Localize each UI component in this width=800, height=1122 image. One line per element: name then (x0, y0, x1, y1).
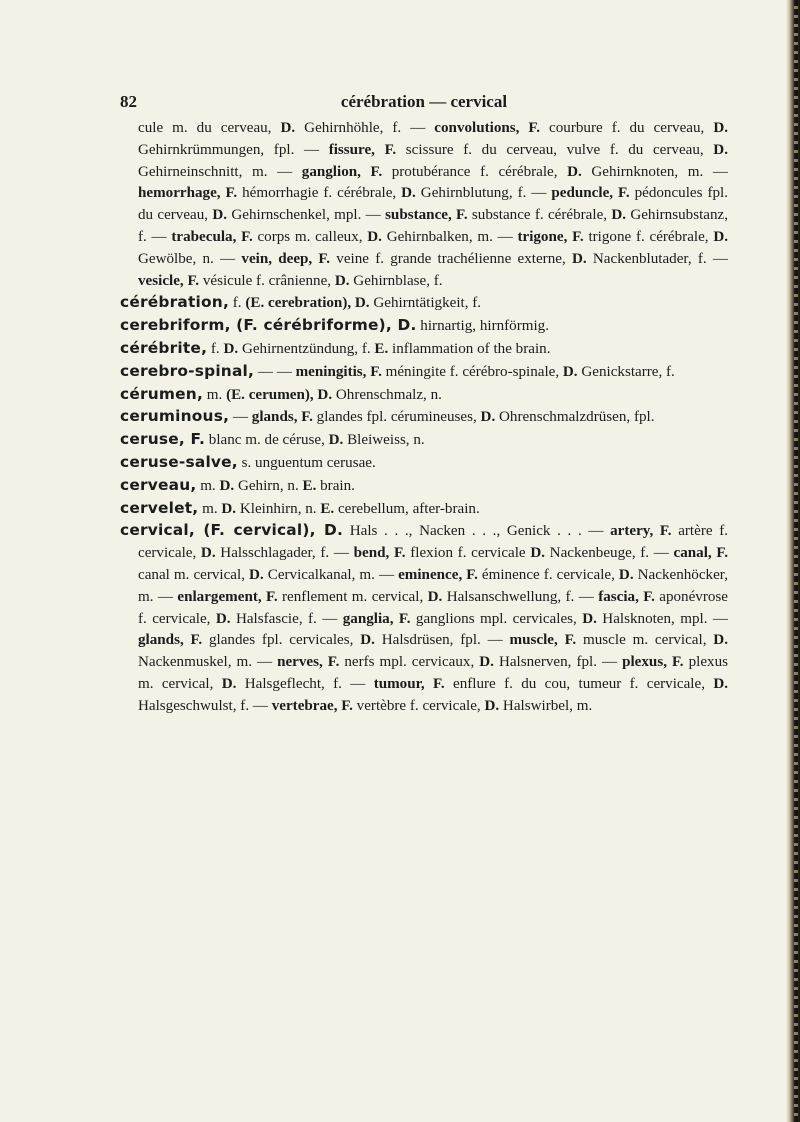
dictionary-entry: cerveau, m. D. Gehirn, n. E. brain. (120, 475, 355, 494)
entry-continuation: cule m. du cerveau, D. Gehirnhöhle, f. — convolutions, F. courbure f. du cerveau, D. Gehirnkrümmungen, fpl. — fissure, F. scissure f. du cerveau, vulve f. du cerveau, D. Gehirneinschnitt, m. — ganglion, F. protubérance f. cérébrale, D. Gehirnknoten, m. — hemorrhage, F. hémorrhagie f. cérébrale, D. Gehirnblutung, f. — peduncle, F. pédoncules fpl. du cerveau, D. Gehirnschenkel, mpl. — substance, F. substance f. cérébrale, D. Gehirnsubstanz, f. — trabecula, F. corps m. calleux, D. Gehirnbalken, m. — trigone, F. trigone f. cérébrale, D. Gewölbe, n. — vein, deep, F. veine f. grande trachélienne externe, D. Nackenblutader, f. — vesicle, F. vésicule f. crânienne, D. Gehirnblase, f. (138, 120, 728, 289)
page-header (120, 92, 728, 118)
dictionary-entry: ceruse, F. blanc m. de céruse, D. Bleiweiss, n. (120, 430, 425, 449)
dictionary-entry: cérumen, m. (E. cerumen), D. Ohrenschmalz, n. (120, 384, 442, 403)
dictionary-entry: cerebriform, (F. cérébriforme), D. hirnartig, hirnförmig. (120, 316, 549, 335)
binding-shadow (794, 0, 798, 1122)
dictionary-entry: ceruminous, — glands, F. glandes fpl. cérumineuses, D. Ohrenschmalzdrüsen, fpl. (120, 407, 655, 426)
page-number: 82 (120, 92, 137, 111)
dictionary-entry: cervelet, m. D. Kleinhirn, n. E. cerebellum, after-brain. (120, 498, 480, 517)
dictionary-entry: cérébrite, f. D. Gehirnentzündung, f. E. inflammation of the brain. (120, 338, 551, 357)
running-head: cérébration — cervical (340, 92, 508, 111)
dictionary-entry: cervical, (F. cervical), D. Hals . . ., Nacken . . ., Genick . . . — artery, F. artère f. cervicale, D. Halsschlagader, f. — bend, F. flexion f. cervicale D. Nackenbeuge, f. — canal, F. canal m. cervical, D. Cervicalkanal, m. — eminence, F. éminence f. cervicale, D. Nackenhöcker, m. — enlargement, F. renflement m. cervical, D. Halsanschwellung, f. — fascia, F. aponévrose f. cervicale, D. Halsfascie, f. — ganglia, F. ganglions mpl. cervicales, D. Halsknoten, mpl. — glands, F. glandes fpl. cervicales, D. Halsdrüsen, fpl. — muscle, F. muscle m. cervical, D. Nackenmuskel, m. — nerves, F. nerfs mpl. cervicaux, D. Halsnerven, fpl. — plexus, F. plexus m. cervical, D. Halsgeflecht, f. — tumour, F. enflure f. du cou, tumeur f. cervicale, D. Halsgeschwulst, f. — vertebrae, F. vertèbre f. cervicale, D. Halswirbel, m. (120, 521, 728, 714)
dictionary-entry: cerebro-spinal, — — meningitis, F. méningite f. cérébro-spinale, D. Genickstarre, f. (120, 361, 675, 380)
dictionary-entries (120, 118, 728, 718)
dictionary-entry: ceruse-salve, s. unguentum cerusae. (120, 452, 376, 471)
dictionary-entry: cérébration, f. (E. cerebration), D. Gehirntätigkeit, f. (120, 293, 482, 312)
